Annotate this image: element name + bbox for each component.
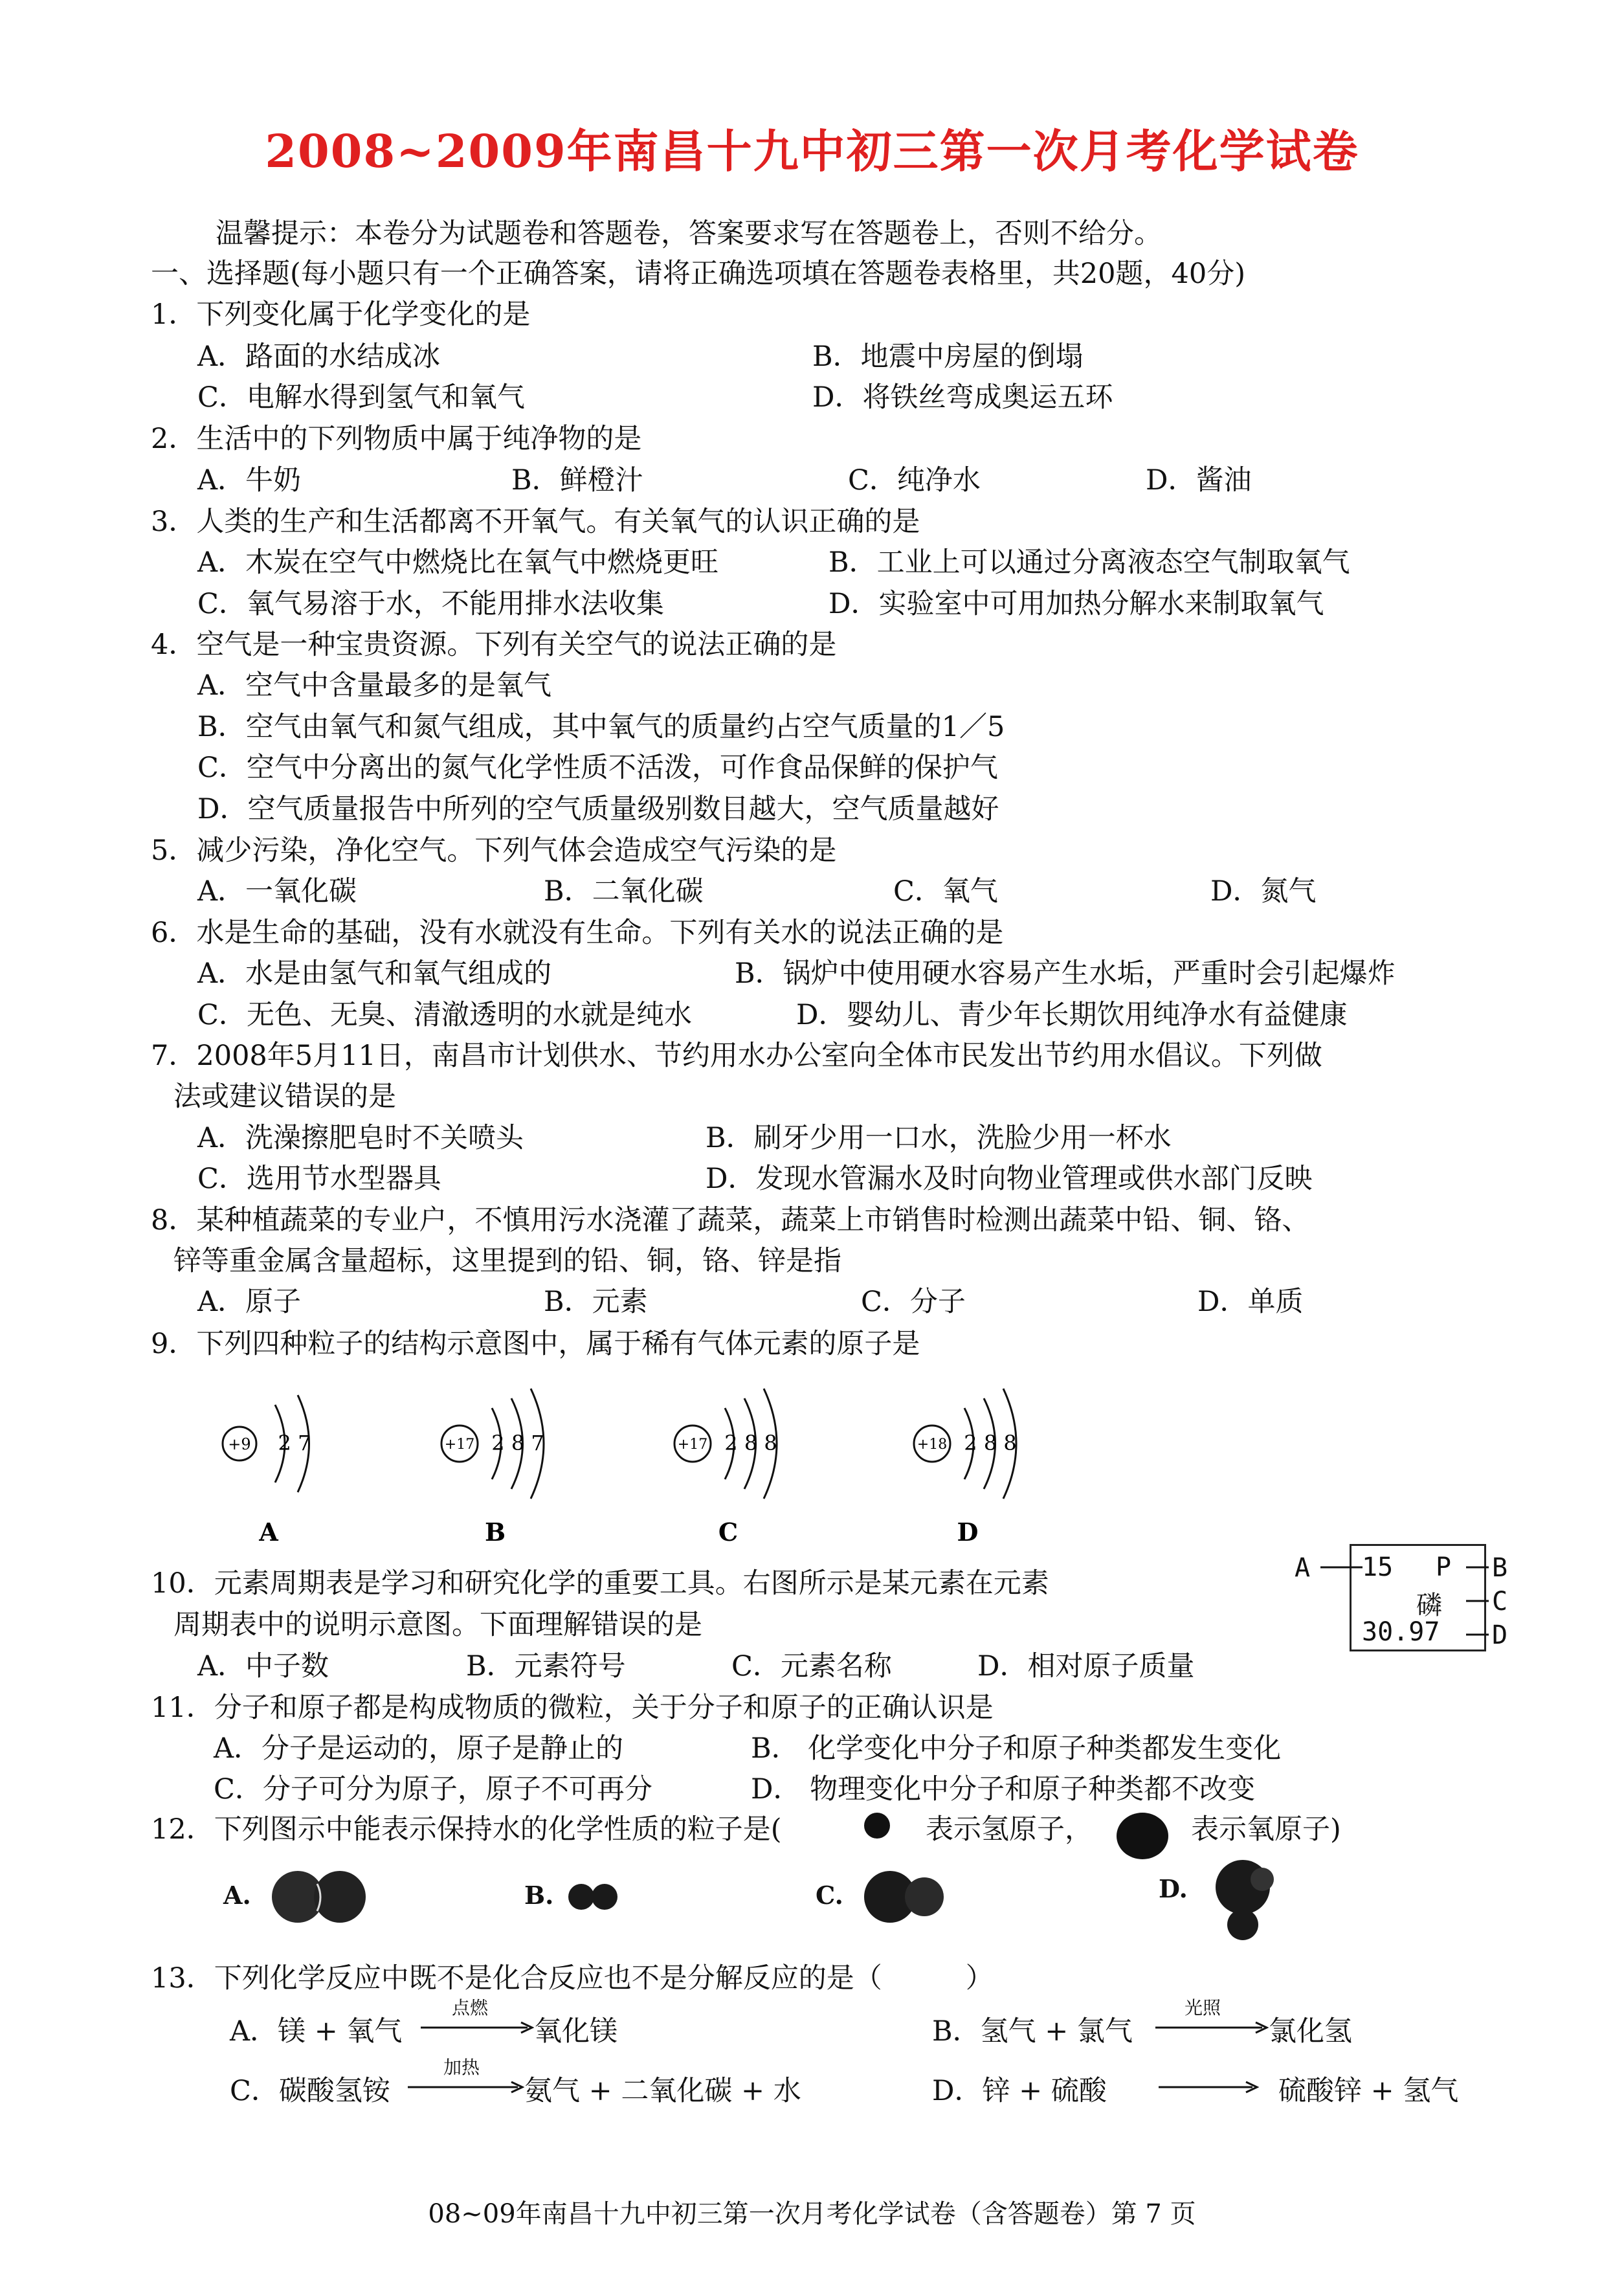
atom-diagram-b xyxy=(427,1372,621,1554)
q12-option-d-label: D. xyxy=(1159,1874,1188,1903)
q4-option-b: B．空气由氧气和氮气组成，其中氧气的质量约占空气质量的1／5 xyxy=(197,711,1005,743)
q13-a-condition: 点燃 xyxy=(452,1997,489,2019)
atom-d-label: D xyxy=(957,1517,979,1547)
atom-b-nucleus: +17 xyxy=(444,1437,475,1453)
q3-option-d: D．实验室中可用加热分解水来制取氧气 xyxy=(829,588,1324,620)
element-pointer-c: C xyxy=(1492,1587,1508,1616)
q1-option-d: D．将铁丝弯成奥运五环 xyxy=(812,381,1113,414)
q12-oxygen-label: 表示氧原子) xyxy=(1191,1813,1341,1846)
q10-stem: 10．元素周期表是学习和研究化学的重要工具。右图所示是某元素在元素 xyxy=(151,1567,1049,1600)
q13-a-reactants: A．镁 + 氧气 xyxy=(230,2015,403,2048)
q6-option-c: C．无色、无臭、清澈透明的水就是纯水 xyxy=(197,999,692,1031)
q12-molecule-b xyxy=(563,1877,628,1916)
element-pointer-lines xyxy=(1295,1550,1521,1654)
q5-option-d: D．氮气 xyxy=(1210,875,1317,908)
q12-option-b-label: B. xyxy=(524,1881,554,1910)
q12-molecule-a xyxy=(262,1864,379,1929)
hydrogen-atom-legend-icon xyxy=(864,1813,890,1839)
q5-stem: 5．减少污染，净化空气。下列气体会造成空气污染的是 xyxy=(151,834,837,867)
atom-a-label: A xyxy=(259,1517,278,1547)
q2-option-c: C．纯净水 xyxy=(848,464,981,497)
atom-a-shells: 2 7 xyxy=(278,1431,311,1455)
q7-stem-cont: 法或建议错误的是 xyxy=(173,1080,396,1113)
q3-option-b: B．工业上可以通过分离液态空气制取氧气 xyxy=(829,546,1350,579)
q13-c-condition: 加热 xyxy=(443,2057,480,2078)
atom-diagram-c xyxy=(660,1372,854,1554)
q7-option-d: D．发现水管漏水及时向物业管理或供水部门反映 xyxy=(706,1163,1313,1195)
q10-stem-cont: 周期表中的说明示意图。下面理解错误的是 xyxy=(173,1609,702,1641)
element-pointer-d: D xyxy=(1492,1620,1508,1650)
q12-molecule-d xyxy=(1204,1848,1288,1952)
q11-option-c: C．分子可分为原子，原子不可再分 xyxy=(214,1773,652,1806)
atom-b-shells: 2 8 7 xyxy=(491,1431,544,1455)
atom-c-nucleus: +17 xyxy=(677,1437,708,1453)
q2-stem: 2．生活中的下列物质中属于纯净物的是 xyxy=(151,423,642,455)
element-pointer-a: A xyxy=(1295,1553,1311,1583)
q5-option-a: A．一氧化碳 xyxy=(197,875,357,908)
atom-d-nucleus: +18 xyxy=(917,1437,948,1453)
oxygen-atom-legend-icon xyxy=(1117,1813,1168,1859)
element-symbol: P xyxy=(1436,1552,1452,1582)
page-footer: 08~09年南昌十九中初三第一次月考化学试卷（含答题卷）第 7 页 xyxy=(428,2199,1196,2229)
q13-stem: 13．下列化学反应中既不是化合反应也不是分解反应的是（ ） xyxy=(151,1962,994,1995)
q1-stem: 1．下列变化属于化学变化的是 xyxy=(151,298,531,331)
q8-stem: 8．某种植蔬菜的专业户，不慎用污水浇灌了蔬菜，蔬菜上市销售时检测出蔬菜中铅、铜、铬、 xyxy=(151,1204,1310,1236)
q8-stem-cont: 锌等重金属含量超标，这里提到的铅、铜，铬、锌是指 xyxy=(173,1245,841,1277)
q13-c-products: 氨气 + 二氧化碳 + 水 xyxy=(524,2075,801,2107)
q10-option-a: A．中子数 xyxy=(197,1650,329,1683)
q12-option-c-label: C. xyxy=(816,1881,843,1910)
q10-option-c: C．元素名称 xyxy=(731,1650,892,1683)
element-atomic-number: 15 xyxy=(1362,1552,1394,1582)
q12-molecule-c xyxy=(854,1864,951,1929)
q4-stem: 4．空气是一种宝贵资源。下列有关空气的说法正确的是 xyxy=(151,629,837,661)
q7-option-c: C．选用节水型器具 xyxy=(197,1163,441,1195)
q13-b-product: 氯化氢 xyxy=(1269,2015,1352,2048)
q7-stem: 7．2008年5月11日，南昌市计划供水、节约用水办公室向全体市民发出节约用水倡议。下列做 xyxy=(151,1040,1322,1072)
q12-option-a-label: A. xyxy=(223,1881,251,1910)
atom-b-label: B xyxy=(484,1517,506,1547)
q13-d-arrow-icon xyxy=(1159,2079,1259,2095)
atom-a-nucleus: +9 xyxy=(228,1435,251,1453)
q1-option-a: A．路面的水结成冰 xyxy=(197,341,441,373)
q8-option-c: C．分子 xyxy=(861,1286,966,1318)
q11-option-b: B． 化学变化中分子和原子种类都发生变化 xyxy=(751,1732,1282,1765)
q13-a-product: 氧化镁 xyxy=(534,2015,617,2048)
q3-option-a: A．木炭在空气中燃烧比在氧气中燃烧更旺 xyxy=(197,546,719,579)
atom-d-shells: 2 8 8 xyxy=(964,1431,1017,1455)
atom-diagram-d xyxy=(900,1372,1094,1554)
q6-option-b: B．锅炉中使用硬水容易产生水垢，严重时会引起爆炸 xyxy=(735,957,1396,990)
q8-option-d: D．单质 xyxy=(1197,1286,1304,1318)
q5-option-b: B．二氧化碳 xyxy=(544,875,704,908)
q1-option-c: C．电解水得到氢气和氧气 xyxy=(197,381,525,414)
tip-text: 温馨提示：本卷分为试题卷和答题卷，答案要求写在答题卷上，否则不给分。 xyxy=(216,218,1162,250)
q7-option-b: B．刷牙少用一口水，洗脸少用一杯水 xyxy=(706,1122,1172,1154)
atom-c-label: C xyxy=(718,1517,739,1547)
element-pointer-b: B xyxy=(1492,1553,1508,1583)
q5-option-c: C．氧气 xyxy=(893,875,998,908)
atom-diagram-a xyxy=(207,1372,401,1554)
q1-option-b: B．地震中房屋的倒塌 xyxy=(812,341,1084,373)
q10-option-b: B．元素符号 xyxy=(466,1650,626,1683)
element-name: 磷 xyxy=(1416,1591,1442,1620)
q4-option-d: D．空气质量报告中所列的空气质量级别数目越大，空气质量越好 xyxy=(197,793,999,825)
q9-stem: 9．下列四种粒子的结构示意图中，属于稀有气体元素的原子是 xyxy=(151,1328,920,1360)
q4-option-a: A．空气中含量最多的是氧气 xyxy=(197,669,552,702)
q6-option-a: A．水是由氢气和氧气组成的 xyxy=(197,957,552,990)
q13-b-reactants: B．氢气 + 氯气 xyxy=(932,2015,1133,2048)
q6-stem: 6．水是生命的基础，没有水就没有生命。下列有关水的说法正确的是 xyxy=(151,917,1004,949)
q10-option-d: D．相对原子质量 xyxy=(977,1650,1195,1683)
q12-stem: 12．下列图示中能表示保持水的化学性质的粒子是( xyxy=(151,1813,782,1846)
q6-option-d: D．婴幼儿、青少年长期饮用纯净水有益健康 xyxy=(796,999,1348,1031)
q13-a-arrow-icon xyxy=(421,2020,534,2035)
q13-b-condition: 光照 xyxy=(1185,1997,1221,2019)
q3-stem: 3．人类的生产和生活都离不开氧气。有关氧气的认识正确的是 xyxy=(151,506,920,538)
atom-c-shells: 2 8 8 xyxy=(724,1431,777,1455)
q13-d-reactants: D．锌 + 硫酸 xyxy=(932,2075,1107,2107)
q8-option-b: B．元素 xyxy=(544,1286,648,1318)
q11-option-a: A．分子是运动的，原子是静止的 xyxy=(214,1732,624,1765)
q2-option-a: A．牛奶 xyxy=(197,464,302,497)
q4-option-c: C．空气中分离出的氮气化学性质不活泼，可作食品保鲜的保护气 xyxy=(197,752,998,784)
section-heading: 一、选择题(每小题只有一个正确答案，请将正确选项填在答题卷表格里，共20题，40分) xyxy=(151,258,1245,290)
q7-option-a: A．洗澡擦肥皂时不关喷头 xyxy=(197,1122,524,1154)
q12-hydrogen-label: 表示氢原子， xyxy=(926,1813,1093,1846)
q11-stem: 11．分子和原子都是构成物质的微粒，关于分子和原子的正确认识是 xyxy=(151,1692,994,1724)
q13-c-reactants: C．碳酸氢铵 xyxy=(230,2075,390,2107)
q2-option-b: B．鲜橙汁 xyxy=(511,464,643,497)
q2-option-d: D．酱油 xyxy=(1146,464,1252,497)
q13-b-arrow-icon xyxy=(1155,2020,1269,2035)
element-mass: 30.97 xyxy=(1362,1617,1440,1647)
q13-d-products: 硫酸锌 + 氢气 xyxy=(1278,2075,1459,2107)
q8-option-a: A．原子 xyxy=(197,1286,302,1318)
q3-option-c: C．氧气易溶于水，不能用排水法收集 xyxy=(197,588,664,620)
q13-c-arrow-icon xyxy=(408,2079,524,2095)
q11-option-d: D． 物理变化中分子和原子种类都不改变 xyxy=(751,1773,1256,1806)
page-title: 2008~2009年南昌十九中初三第一次月考化学试卷 xyxy=(265,124,1359,178)
